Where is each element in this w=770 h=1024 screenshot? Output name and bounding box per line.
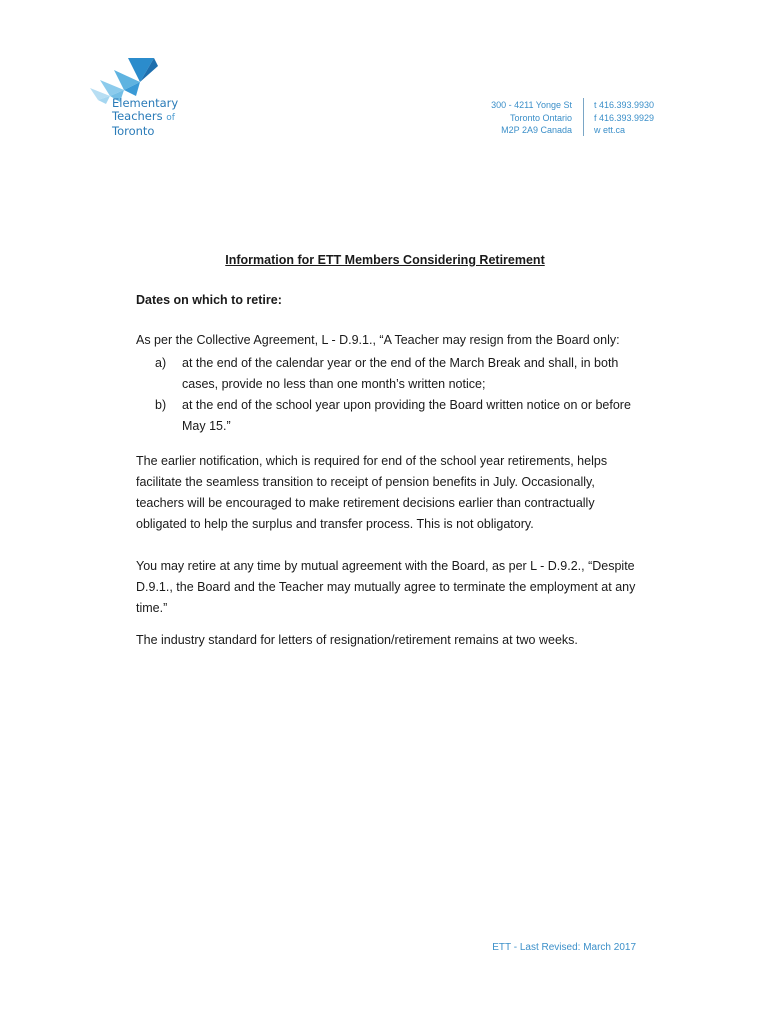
- header-divider: [583, 98, 584, 136]
- list-item-text: at the end of the school year upon providing the Board written notice on or before May 15.”: [182, 398, 631, 433]
- phone: t 416.393.9930: [594, 100, 655, 110]
- list-marker: b): [155, 398, 167, 412]
- logo-line-2-main: Teachers: [112, 109, 163, 123]
- logo-line-2: [112, 110, 178, 125]
- section-heading: Dates on which to retire:: [136, 293, 282, 307]
- list-marker: a): [155, 356, 167, 370]
- contact-info: [594, 99, 654, 137]
- address-line: Toronto Ontario: [509, 112, 572, 123]
- ett-logo: [84, 56, 204, 142]
- website: w ett.ca: [594, 125, 626, 135]
- document-title: Information for ETT Members Considering Retirement: [225, 253, 545, 267]
- footer-revision: ETT - Last Revised: March 2017: [492, 942, 636, 953]
- office-address: [470, 99, 572, 137]
- logo-wordmark: [112, 97, 178, 138]
- notification-paragraph: The earlier notification, which is required for end of the school year retirements, helps facilitate the seamless transition to receipt of pension benefits in July. Occasionally, teachers will be encouraged to make retirement decisions earlier than contractually obligated to help the surplus and transfer process. This is not obligatory.: [136, 454, 608, 531]
- industry-standard-paragraph: The industry standard for letters of resignation/retirement remains at two weeks.: [136, 633, 578, 647]
- address-line: M2P 2A9 Canada: [501, 125, 572, 135]
- fax: f 416.393.9929: [594, 112, 655, 123]
- mutual-agreement-paragraph: You may retire at any time by mutual agreement with the Board, as per L - D.9.2., “Despite D.9.1., the Board and the Teacher may mutually agree to terminate the employment at any time.”: [136, 559, 636, 615]
- logo-line-1: Elementary: [112, 96, 179, 110]
- logo-line-3: Toronto: [112, 124, 155, 138]
- intro-paragraph: As per the Collective Agreement, L - D.9.1., “A Teacher may resign from the Board only:: [136, 333, 620, 347]
- address-line: 300 - 4211 Yonge St: [491, 100, 572, 110]
- retirement-dates-list: [136, 353, 646, 437]
- logo-line-2-of: of: [166, 113, 175, 123]
- list-item: [136, 395, 646, 437]
- list-item: [136, 353, 646, 395]
- list-item-text: at the end of the calendar year or the end of the March Break and shall, in both cases, provide no less than one month’s written notice;: [182, 356, 619, 391]
